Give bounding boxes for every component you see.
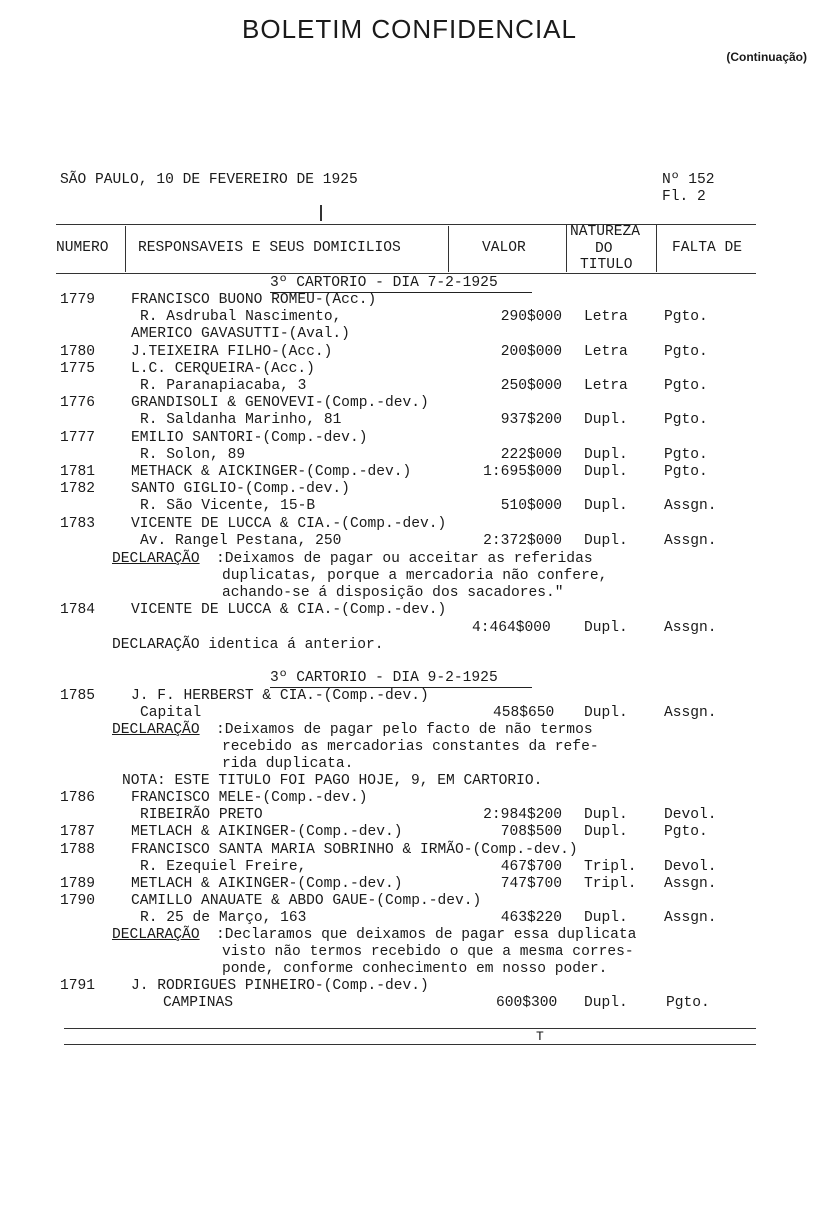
entry-name: CAMILLO ANAUATE & ABDO GAUE-(Comp.-dev.) <box>131 893 482 910</box>
col-marker <box>320 205 322 221</box>
entry-name: FRANCISCO SANTA MARIA SOBRINHO & IRMÃO-(Comp.-dev.) <box>131 841 578 858</box>
entry-falta: Pgto. <box>664 343 708 360</box>
col-divider <box>125 226 126 272</box>
entry-falta: Devol. <box>664 807 717 824</box>
entry-number: 1791 <box>60 978 96 994</box>
entry-falta: Pgto. <box>664 309 708 326</box>
entry-value: 458$650 <box>493 705 555 721</box>
entry-value: 250$000 <box>500 378 562 394</box>
entry-falta: Assgn. <box>664 532 717 549</box>
entry-value: 747$700 <box>500 876 562 892</box>
entry-falta: Assgn. <box>664 498 717 515</box>
entry-nature: Dupl. <box>584 532 628 549</box>
entry-address: CAMPINAS <box>163 995 234 1011</box>
entry-name: METLACH & AIKINGER-(Comp.-dev.) <box>131 876 403 892</box>
entry-value: 937$200 <box>500 412 562 429</box>
col-divider <box>566 224 567 272</box>
footer-mark: T <box>536 1029 544 1044</box>
document-title: BOLETIM CONFIDENCIAL <box>242 14 577 44</box>
entry-falta: Assgn. <box>664 876 717 892</box>
entry-name: FRANCISCO BUONO ROMEU-(Acc.) <box>131 292 377 308</box>
entry-value: 4:464$000 <box>472 620 551 636</box>
entry-value: 467$700 <box>500 858 562 875</box>
header-top-rule <box>56 224 756 225</box>
entry-value: 600$300 <box>496 995 558 1011</box>
entry-nature: Dupl. <box>584 498 628 515</box>
entry-falta: Pgto. <box>664 412 708 429</box>
entry-number: 1789 <box>60 876 96 892</box>
declaration-text: duplicatas, porque a mercadoria não confere, <box>222 568 608 584</box>
declaration-text: visto não termos recebido o que a mesma corres- <box>222 944 634 960</box>
entry-name: GRANDISOLI & GENOVEVI-(Comp.-dev.) <box>131 395 429 412</box>
entry-nature: Letra <box>584 378 628 394</box>
declaration-text: recebido as mercadorias constantes da refe- <box>222 739 599 755</box>
entry-nature: Dupl. <box>584 705 628 721</box>
declaration-label: DECLARAÇÃO <box>112 927 200 943</box>
entry-nature: Dupl. <box>584 807 628 824</box>
col-divider <box>656 224 657 272</box>
entry-falta: Devol. <box>664 858 717 875</box>
entry-name: L.C. CERQUEIRA-(Acc.) <box>131 360 315 377</box>
declaration-text: :Declaramos que deixamos de pagar essa duplicata <box>216 927 637 943</box>
entry-falta: Pgto. <box>664 824 708 841</box>
header-responsaveis: RESPONSAVEIS E SEUS DOMICILIOS <box>138 240 401 256</box>
header-numero: NUMERO <box>56 240 109 256</box>
entry-value: 200$000 <box>500 343 562 360</box>
entry-nature: Tripl. <box>584 858 637 875</box>
entry-number: 1784 <box>60 602 96 618</box>
entry-name: VICENTE DE LUCCA & CIA.-(Comp.-dev.) <box>131 515 447 532</box>
entry-name: J.TEIXEIRA FILHO-(Acc.) <box>131 343 333 360</box>
entry-number: 1779 <box>60 292 96 308</box>
entry-nature: Dupl. <box>584 412 628 429</box>
footer-rule <box>64 1028 756 1029</box>
entry-name: METLACH & AIKINGER-(Comp.-dev.) <box>131 824 403 841</box>
note: NOTA: ESTE TITULO FOI PAGO HOJE, 9, EM CARTORIO. <box>122 773 543 789</box>
entry-number: 1786 <box>60 790 96 806</box>
entry-nature: Letra <box>584 309 628 326</box>
entry-number: 1777 <box>60 429 96 446</box>
entry-nature: Dupl. <box>584 995 628 1011</box>
entry-address: R. Saldanha Marinho, 81 <box>140 412 342 429</box>
entry-number: 1780 <box>60 343 96 360</box>
header-natureza-titulo: TITULO <box>580 257 633 273</box>
entry-address: R. São Vicente, 15-B <box>140 498 316 515</box>
entry-address: Capital <box>140 705 202 721</box>
entry-falta: Pgto. <box>664 378 708 394</box>
entry-number: 1783 <box>60 515 96 532</box>
entry-falta: Assgn. <box>664 705 717 721</box>
entry-nature: Tripl. <box>584 876 637 892</box>
footer-rule <box>64 1044 756 1045</box>
entry-number: 1776 <box>60 395 96 412</box>
entry-number: 1788 <box>60 841 96 858</box>
entry-address: R. Asdrubal Nascimento, <box>140 309 342 326</box>
entry-name: EMILIO SANTORI-(Comp.-dev.) <box>131 429 368 446</box>
section-title: 3º CARTORIO - DIA 7-2-1925 <box>270 275 498 291</box>
entry-nature: Letra <box>584 343 628 360</box>
entry-nature: Dupl. <box>584 446 628 463</box>
entry-name: VICENTE DE LUCCA & CIA.-(Comp.-dev.) <box>131 602 447 618</box>
entry-number: 1782 <box>60 481 96 498</box>
entry-value: 222$000 <box>500 446 562 463</box>
entry-value: 290$000 <box>500 309 562 326</box>
entry-address: R. 25 de Março, 163 <box>140 910 307 927</box>
entry-value: 510$000 <box>500 498 562 515</box>
entry-address: R. Ezequiel Freire, <box>140 858 307 875</box>
declaration-identical: DECLARAÇÃO identica á anterior. <box>112 637 384 653</box>
entry-name: FRANCISCO MELE-(Comp.-dev.) <box>131 790 368 806</box>
header-natureza-do: DO <box>595 241 613 257</box>
declaration-text: achando-se á disposição dos sacadores." <box>222 585 564 601</box>
entry-falta: Pgto. <box>666 995 710 1011</box>
entry-name: AMERICO GAVASUTTI-(Aval.) <box>131 326 350 343</box>
entry-address: RIBEIRÃO PRETO <box>140 807 263 824</box>
declaration-text: rida duplicata. <box>222 756 354 772</box>
entry-name: METHACK & AICKINGER-(Comp.-dev.) <box>131 464 412 480</box>
entry-number: 1790 <box>60 893 96 910</box>
entry-name: J. RODRIGUES PINHEIRO-(Comp.-dev.) <box>131 978 429 994</box>
entry-address: R. Solon, 89 <box>140 446 246 463</box>
entry-nature: Dupl. <box>584 824 628 841</box>
header-falta: FALTA DE <box>672 240 743 256</box>
entry-address: R. Paranapiacaba, 3 <box>140 378 307 394</box>
entry-number: 1787 <box>60 824 96 841</box>
entry-name: SANTO GIGLIO-(Comp.-dev.) <box>131 481 350 498</box>
entry-number: 1775 <box>60 360 96 377</box>
bulletin-number: Nº 152 <box>662 172 715 188</box>
entry-nature: Dupl. <box>584 464 628 480</box>
entry-name: J. F. HERBERST & CIA.-(Comp.-dev.) <box>131 688 429 704</box>
declaration-label: DECLARAÇÃO <box>112 722 200 738</box>
declaration-text: :Deixamos de pagar pelo facto de não termos <box>216 722 593 738</box>
entry-falta: Assgn. <box>664 910 717 927</box>
sheet-number: Fl. 2 <box>662 189 706 205</box>
entry-number: 1781 <box>60 464 96 480</box>
entry-falta: Pgto. <box>664 464 708 480</box>
header-bottom-rule <box>56 273 756 274</box>
declaration-text: :Deixamos de pagar ou acceitar as referidas <box>216 551 593 567</box>
entry-value: 1:695$000 <box>483 464 562 480</box>
entry-falta: Pgto. <box>664 446 708 463</box>
declaration-text: ponde, conforme conhecimento em nosso poder. <box>222 961 608 977</box>
entry-value: 2:372$000 <box>483 532 562 549</box>
entry-nature: Dupl. <box>584 620 628 636</box>
entry-nature: Dupl. <box>584 910 628 927</box>
entry-value: 708$500 <box>500 824 562 841</box>
entry-value: 463$220 <box>500 910 562 927</box>
entry-value: 2:984$200 <box>483 807 562 824</box>
declaration-label: DECLARAÇÃO <box>112 551 200 567</box>
section-title: 3º CARTORIO - DIA 9-2-1925 <box>270 670 498 686</box>
place-date: SÃO PAULO, 10 DE FEVEREIRO DE 1925 <box>60 172 358 188</box>
entry-address: Av. Rangel Pestana, 250 <box>140 532 342 549</box>
header-valor: VALOR <box>482 240 526 256</box>
entry-falta: Assgn. <box>664 620 717 636</box>
header-natureza: NATUREZA <box>570 224 641 240</box>
col-divider <box>448 226 449 272</box>
entry-number: 1785 <box>60 688 96 704</box>
continuation-label: (Continuação) <box>726 50 807 64</box>
